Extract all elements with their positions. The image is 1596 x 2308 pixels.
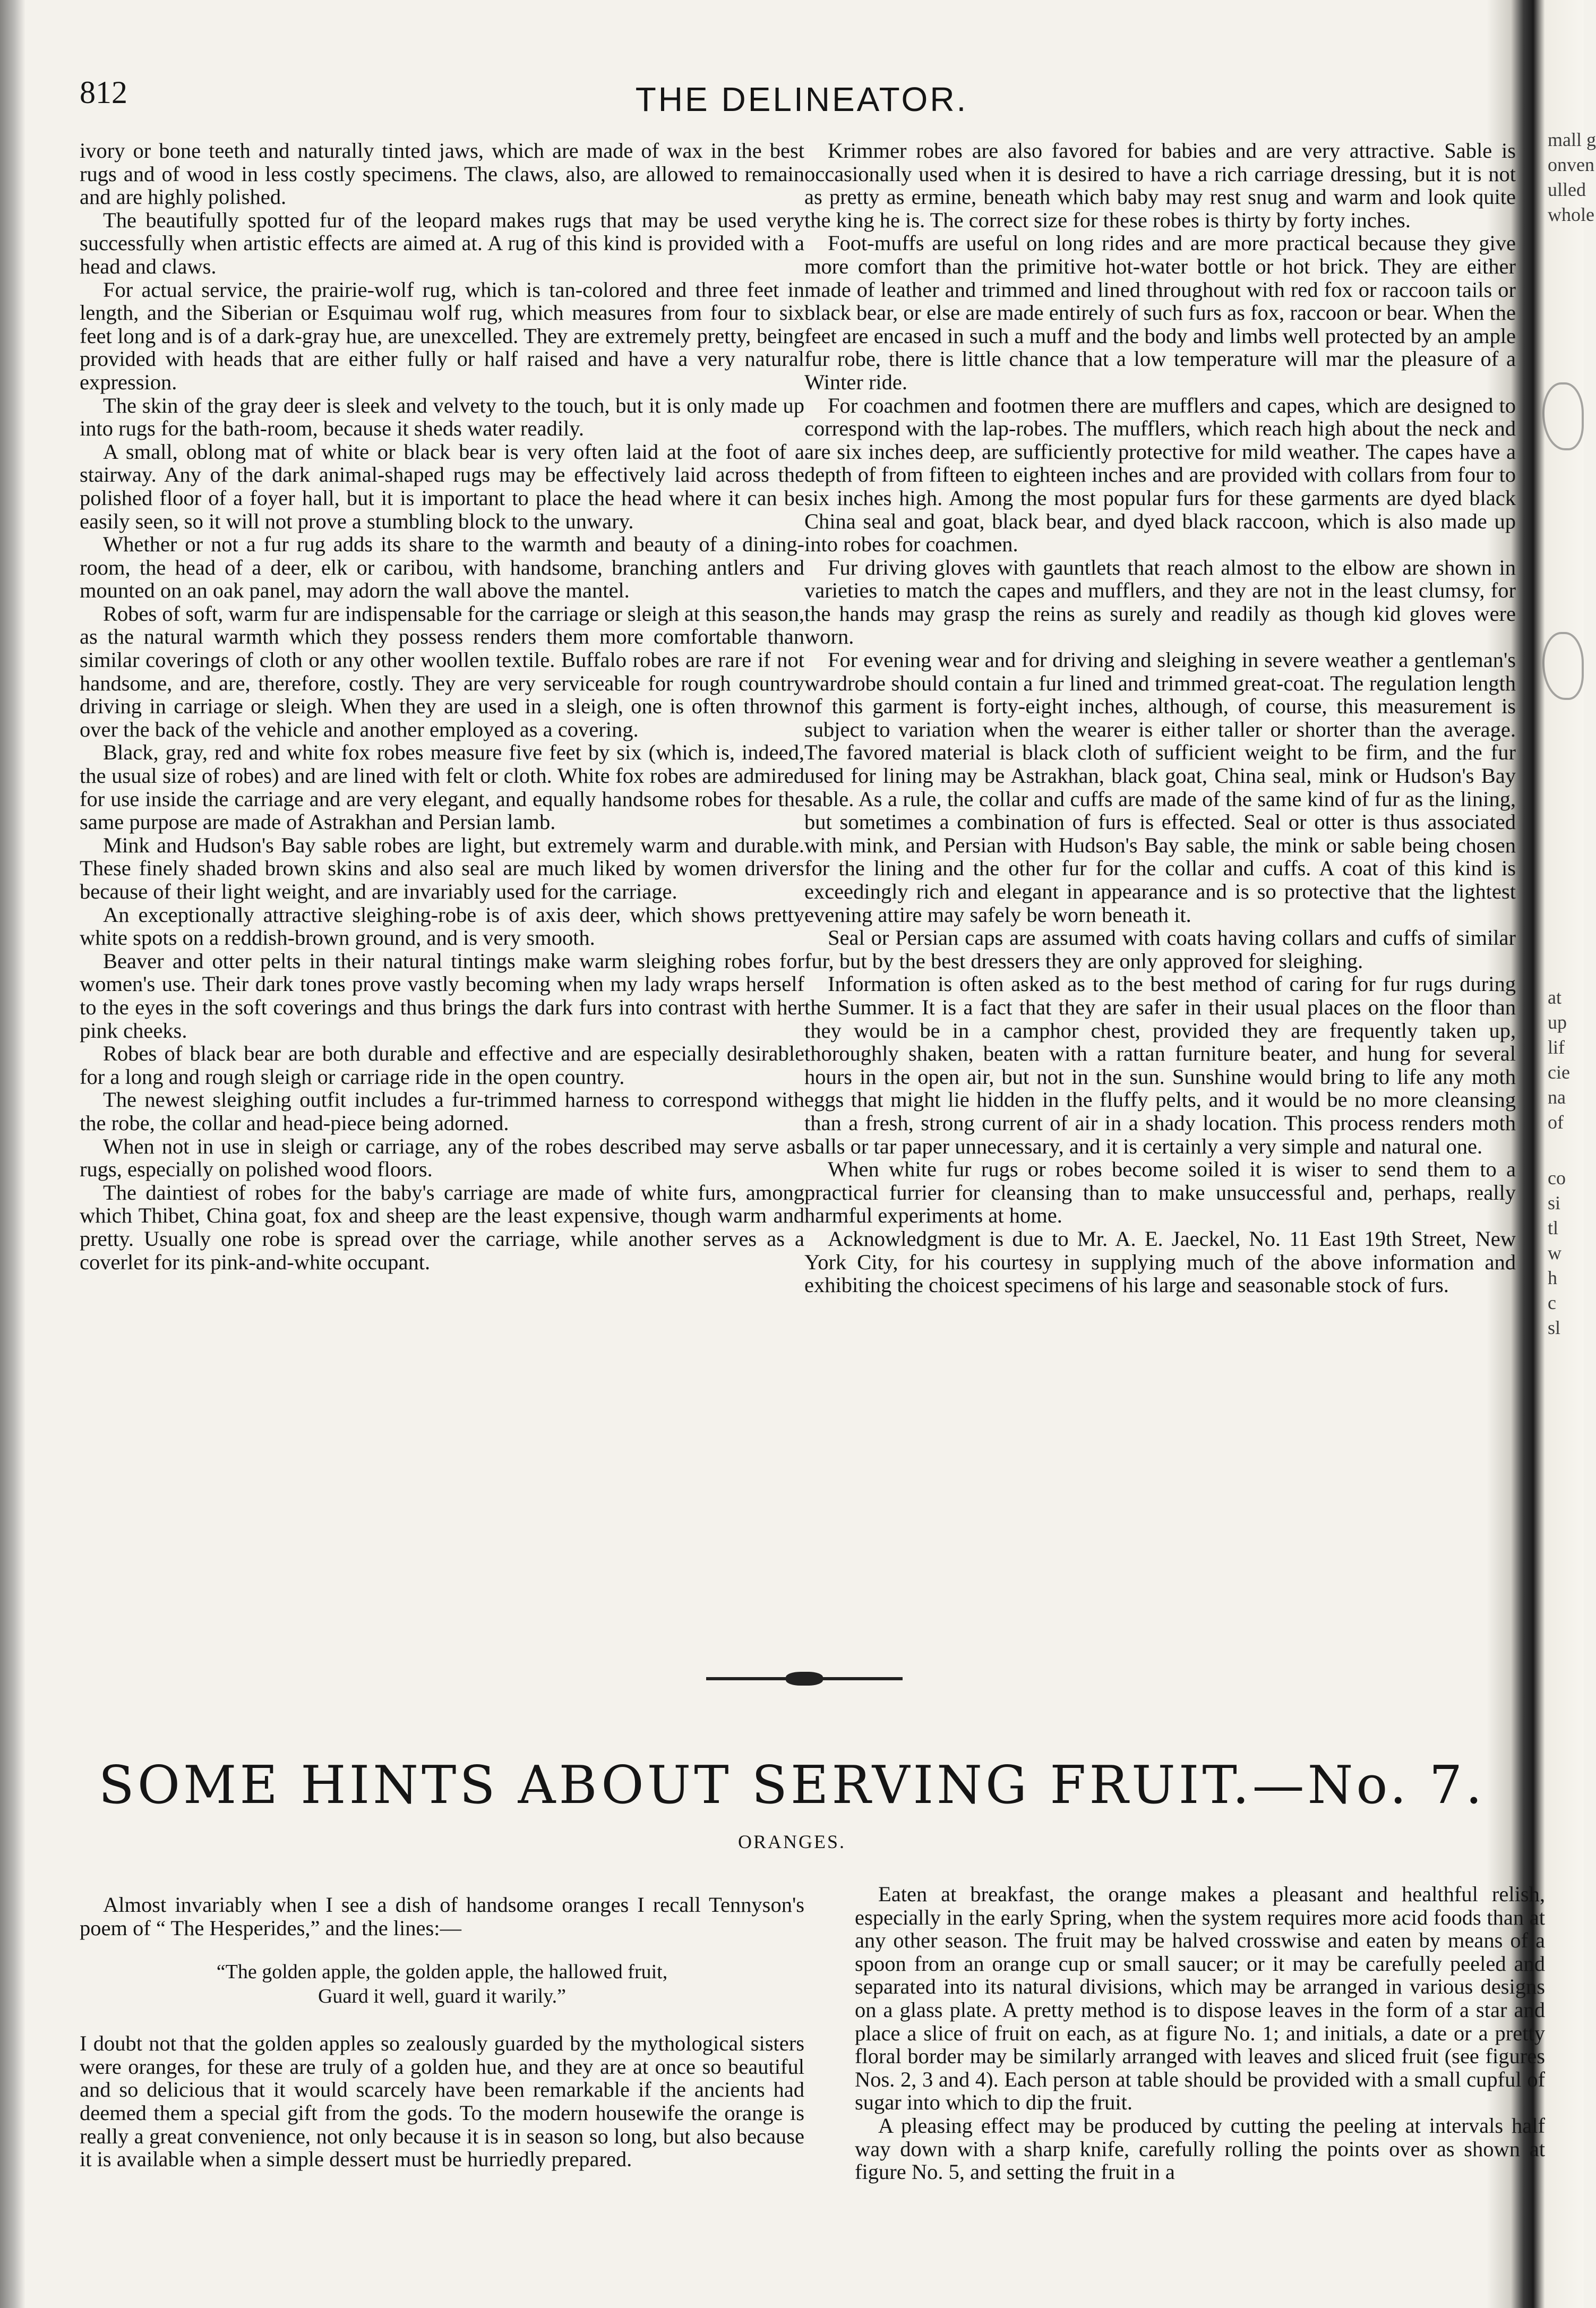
paragraph: Krimmer robes are also favored for babies and are very attractive. Sable is occasionally used when it is desired to have a rich carriage dressing, but it is not as pretty as ermine, beneath which baby may rest snug and warm and look quite the king he is. The correct size for these robes is thirty by forty inches. bbox=[804, 139, 1516, 232]
paragraph: Eaten at breakfast, the orange makes a pleasant and healthful relish, especially in the early Spring, when the system requires more acid foods than at any other season. The fruit may be halved crosswise and eaten by means of a spoon from an orange cup or small saucer; or it may be carefully peeled and separated into its natural divisions, which may be arranged in various designs on a glass plate. A pretty method is to dispose leaves in the form of a star and place a slice of fruit on each, as at figure No. 1; and initials, a date or a pretty floral border may be similarly arranged with leaves and sliced fruit (see figures Nos. 2, 3 and 4). Each person at table should be provided with a small cupful of sugar into which to dip the fruit. bbox=[855, 1882, 1545, 2115]
paragraph: For coachmen and footmen there are mufflers and capes, which are designed to correspond with the lap-robes. The mufflers, which reach high about the neck and are six inches deep, are sufficiently protective for mild weather. The capes have a depth of from fifteen to eighteen inches and are provided with collars from four to six inches high. Among the most popular furs for these garments are dyed black China seal and goat, black bear, and dyed black raccoon, which is also made up into robes for coachmen. bbox=[804, 393, 1516, 557]
intro-paragraph: Almost invariably when I see a dish of handsome oranges I recall Tennyson's poem of “ The Hesperides,” and the lines:— bbox=[80, 1893, 804, 1940]
paragraph: Black, gray, red and white fox robes measure five feet by six (which is, indeed, the usual size of robes) and are lined with felt or cloth. White fox robes are admired for use inside the carriage and are very elegant, and equally handsome robes for the same purpose are made of Astrakhan and Persian lamb. bbox=[80, 740, 804, 834]
paragraph: For actual service, the prairie-wolf rug, which is tan-colored and three feet in length, and the Siberian or Esquimau wolf rug, which measures from four to six feet long and is of a dark-gray hue, are unexcelled. They are extremely pretty, being provided with heads that are either fully or half raised and have a very natural expression. bbox=[80, 277, 804, 394]
page-edge-shadow-left bbox=[0, 0, 25, 2308]
running-title: THE DELINEATOR. bbox=[635, 80, 968, 118]
adjacent-page-fragment-top: mall g onven ulled whole bbox=[1548, 129, 1596, 225]
paragraph: Robes of black bear are both durable and effective and are especially desirable for a long and rough sleigh or carriage ride in the open country. bbox=[80, 1041, 804, 1089]
quote-line: Guard it well, guard it warily.” bbox=[318, 1985, 567, 2008]
paragraph: A pleasing effect may be produced by cutting the peeling at intervals half way down with a sharp knife, carefully rolling the points over as shown at figure No. 5, and setting the fruit in a bbox=[855, 2113, 1545, 2184]
paragraph: Beaver and otter pelts in their natural tintings make warm sleighing robes for women's use. Their dark tones prove vastly becoming when my lady wraps herself to the eyes in the soft coverings and thus brings the dark furs into contrast with her pink cheeks. bbox=[80, 948, 804, 1042]
paragraph: When not in use in sleigh or carriage, any of the robes described may serve as rugs, especially on polished wood floors. bbox=[80, 1134, 804, 1182]
page-number: 812 bbox=[80, 75, 127, 110]
section-divider-ornament bbox=[786, 1672, 823, 1686]
article-column-left bbox=[80, 139, 804, 1273]
paragraph: The newest sleighing outfit includes a fur-trimmed harness to correspond with the robe, the collar and head-piece being adorned. bbox=[80, 1088, 804, 1135]
paragraph: The skin of the gray deer is sleek and velvety to the touch, but it is only made up into rugs for the bath-room, because it sheds water readily. bbox=[80, 393, 804, 441]
paragraph: For evening wear and for driving and sleighing in severe weather a gentleman's wardrobe should contain a fur lined and trimmed great-coat. The regulation length of this garment is forty-eight inches, although, of course, this measurement is subject to variation when the wearer is either taller or shorter than the average. The favored material is black cloth of sufficient weight to be firm, and the fur used for lining may be Astrakhan, black goat, China seal, mink or Hudson's Bay sable. As a rule, the collar and cuffs are made of the same kind of fur as the lining, but sometimes a combination of furs is effected. Seal or otter is thus associated with mink, and Persian with Hudson's Bay sable, the mink or sable being chosen for the lining and the other fur for the collar and cuffs. A coat of this kind is exceedingly rich and elegant in appearance and is so protective that the lightest evening attire may safely be worn beneath it. bbox=[804, 648, 1516, 927]
paragraph: Fur driving gloves with gauntlets that reach almost to the elbow are shown in varieties to match the capes and mufflers, and they are not in the least clumsy, for the hands may grasp the reins as surely and readily as though kid gloves were worn. bbox=[804, 555, 1516, 649]
paragraph: When white fur rugs or robes become soiled it is wiser to send them to a practical furrier for cleansing than to make unsuccessful and, perhaps, really harmful experiments at home. bbox=[804, 1157, 1516, 1228]
paragraph: Acknowledgment is due to Mr. A. E. Jaeckel, No. 11 East 19th Street, New York City, for his courtesy in supplying much of the above information and exhibiting the choicest specimens of his large and seasonable stock of furs. bbox=[804, 1226, 1516, 1297]
paragraph: The beautifully spotted fur of the leopard makes rugs that may be used very successfully when artistic effects are aimed at. A rug of this kind is provided with a head and claws. bbox=[80, 208, 804, 278]
fruit-article-column-right bbox=[855, 1883, 1545, 2184]
fruit-article-column-left bbox=[80, 1893, 804, 2171]
paragraph: Information is often asked as to the best method of caring for fur rugs during the Summer. It is a fact that they are safer in their usual places on the floor than they would be in a camphor chest, provided they are frequently taken up, thoroughly shaken, beaten with a rattan furniture beater, and hung for several hours in the open air, but not in the sun. Sunshine would bring to life any moth eggs that might lie hidden in the fluffy pelts, and it would be no more cleansing than a fresh, strong current of air in a shady location. This process renders moth balls or tar paper unnecessary, and it is certainly a very simple and natural one. bbox=[804, 972, 1516, 1158]
paragraph: Whether or not a fur rug adds its share to the warmth and beauty of a dining-room, the head of a deer, elk or caribou, with handsome, branching antlers and mounted on an oak panel, may adorn the wall above the mantel. bbox=[80, 532, 804, 603]
poem-quotation bbox=[80, 1960, 804, 2008]
paragraph: I doubt not that the golden apples so zealously guarded by the mythological sisters were oranges, for these are truly of a golden hue, and they are at once so beautiful and so delicious that it would scarcely have been remarkable if the ancients had deemed them a special gift from the gods. To the modern housewife the orange is really a great convenience, not only because it is in season so long, but also because it is available when a simple dessert must be hurriedly prepared. bbox=[80, 2031, 804, 2172]
paragraph: ivory or bone teeth and naturally tinted jaws, which are made of wax in the best rugs and of wood in less costly specimens. The claws, also, are allowed to remain and are highly polished. bbox=[80, 139, 804, 209]
article-subheading: ORANGES. bbox=[737, 1831, 846, 1852]
article-column-right bbox=[804, 139, 1516, 1297]
paragraph: An exceptionally attractive sleighing-robe is of axis deer, which shows pretty white spots on a reddish-brown ground, and is very smooth. bbox=[80, 902, 804, 950]
paragraph: Mink and Hudson's Bay sable robes are light, but extremely warm and durable. These finely shaded brown skins and also seal are much liked by women drivers because of their light weight, and are invariably used for the carriage. bbox=[80, 833, 804, 903]
quote-line: “The golden apple, the golden apple, the hallowed fruit, bbox=[216, 1961, 668, 1984]
adjacent-page-fragment-middle: at up lif cie na of bbox=[1548, 987, 1570, 1133]
paragraph: Seal or Persian caps are assumed with coats having collars and cuffs of similar fur, but by the best dressers they are only approved for sleighing. bbox=[804, 926, 1516, 973]
paragraph: The daintiest of robes for the baby's carriage are made of white furs, among which Thibet, China goat, fox and sheep are the least expensive, though warm and pretty. Usually one robe is spread over the carriage, while another serves as a coverlet for its pink-and-white occupant. bbox=[80, 1180, 804, 1274]
paragraph: Robes of soft, warm fur are indispensable for the carriage or sleigh at this season, as the natural warmth which they possess renders them more comfortable than similar coverings of cloth or any other woollen textile. Buffalo robes are rare if not handsome, and are, therefore, costly. They are very serviceable for rough country driving in carriage or sleigh. When they are used in a sleigh, one is often thrown over the back of the vehicle and another employed as a covering. bbox=[80, 601, 804, 741]
paragraph: A small, oblong mat of white or black bear is very often laid at the foot of a stairway. Any of the dark animal-shaped rugs may be effectively laid across the polished floor of a foyer hall, but it is important to place the head where it can be easily seen, so it will not prove a stumbling block to the unwary. bbox=[80, 439, 804, 533]
article-headline: SOME HINTS ABOUT SERVING FRUIT.—No. 7. bbox=[98, 1755, 1486, 1816]
paragraph: Foot-muffs are useful on long rides and are more practical because they give more comfort than the primitive hot-water bottle or hot brick. They are either made of leather and trimmed and lined throughout with red fox or raccoon tails or black bear, or else are made entirely of such furs as fox, raccoon or bear. When the feet are encased in such a muff and the body and limbs well protected by an ample fur robe, there is little chance that a low temperature will mar the pleasure of a Winter ride. bbox=[804, 231, 1516, 394]
adjacent-page-fragment-lower: co si tl w h c sl bbox=[1548, 1167, 1566, 1338]
